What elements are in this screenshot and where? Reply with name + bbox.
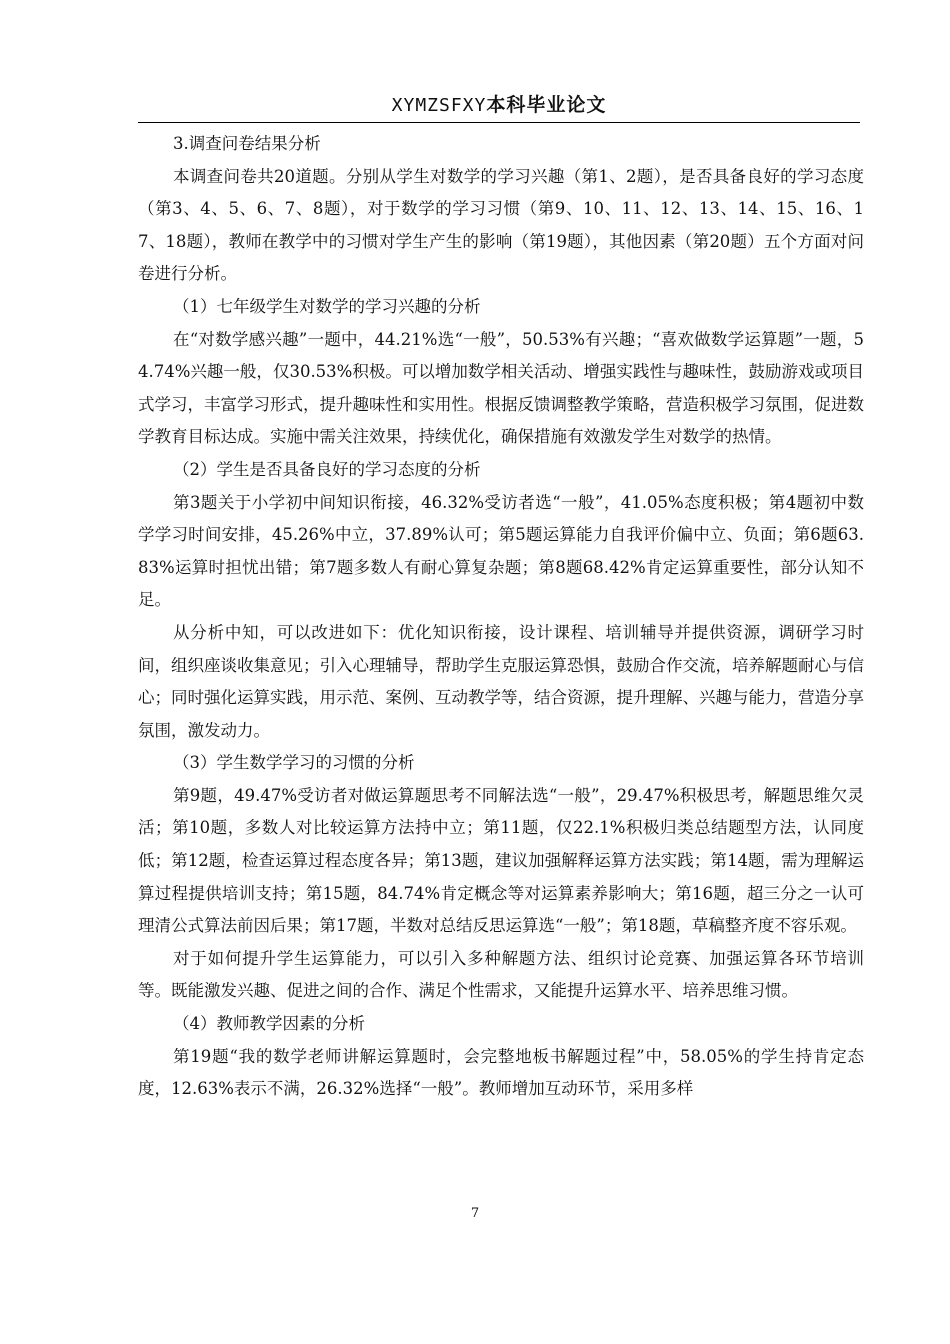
paragraph-habits-improvements: 对于如何提升学生运算能力，可以引入多种解题方法、组织讨论竞赛、加强运算各环节培训等。既能激发兴趣、促进之间的合作、满足个性需求，又能提升运算水平、培养思维习惯。 (138, 948, 864, 1001)
paragraph-attitude-findings: 第3题关于小学初中间知识衔接，46.32%受访者选“一般”，41.05%态度积极；第4题初中数学学习时间安排，45.26%中立，37.89%认可；第5题运算能力自我评价偏中立、负面；第6题63.83%运算时担忧出错；第7题多数人有耐心算复杂题；第8题68.42%肯定运算重要性，部分认知不足。 (138, 492, 864, 610)
paragraph-interest: 在“对数学感兴趣”一题中，44.21%选“一般”，50.53%有兴趣；“喜欢做数学运算题”一题，54.74%兴趣一般，仅30.53%积极。可以增加数学相关活动、增强实践性与趣味性，鼓励游戏或项目式学习，丰富学习形式，提升趣味性和实用性。根据反馈调整教学策略，营造积极学习氛围，促进数学教育目标达成。实施中需关注效果，持续优化，确保措施有效激发学生对数学的热情。 (138, 329, 864, 447)
section-title: 3.调查问卷结果分析 (173, 134, 321, 153)
intro-paragraph: 本调查问卷共20道题。分别从学生对数学的学习兴趣（第1、2题），是否具备良好的学习态度（第3、4、5、6、7、8题），对于数学的学习习惯（第9、10、11、12、13、14、15、16、17、18题），教师在教学中的习惯对学生产生的影响（第19题），其他因素（第20题）五个方面对问卷进行分析。 (138, 166, 864, 284)
body-content (138, 128, 864, 1106)
subheading-habits: （3）学生数学学习的习惯的分析 (173, 753, 415, 773)
subheading-teacher: （4）教师教学因素的分析 (173, 1014, 365, 1034)
paragraph-attitude-improvements: 从分析中知，可以改进如下：优化知识衔接，设计课程、培训辅导并提供资源，调研学习时间，组织座谈收集意见；引入心理辅导，帮助学生克服运算恐惧，鼓励合作交流，培养解题耐心与信心；同时强化运算实践，用示范、案例、互动教学等，结合资源，提升理解、兴趣与能力，营造分享氛围，激发动力。 (138, 622, 864, 740)
header-cjk: 本科毕业论文 (486, 94, 607, 116)
header-title (392, 90, 607, 121)
subheading-interest: （1）七年级学生对数学的学习兴趣的分析 (173, 296, 481, 316)
header-latin: XYMZSFXY (391, 95, 487, 116)
paragraph-teacher: 第19题“我的数学老师讲解运算题时，会完整地板书解题过程”中，58.05%的学生持肯定态度，12.63%表示不满，26.32%选择“一般”。教师增加互动环节，采用多样 (138, 1046, 864, 1099)
page-header (138, 90, 860, 123)
paragraph-habits-findings: 第9题，49.47%受访者对做运算题思考不同解法选“一般”，29.47%积极思考，解题思维欠灵活；第10题，多数人对比较运算方法持中立；第11题，仅22.1%积极归类总结题型方法，认同度低；第12题，检查运算过程态度各异；第13题，建议加强解释运算方法实践；第14题，需为理解运算过程提供培训支持；第15题，84.74%肯定概念等对运算素养影响大；第16题，超三分之一认可理清公式算法前因后果；第17题，半数对总结反思运算选“一般”；第18题，草稿整齐度不容乐观。 (138, 785, 864, 936)
page-number: 7 (470, 1206, 480, 1221)
subheading-attitude: （2）学生是否具备良好的学习态度的分析 (173, 459, 481, 479)
